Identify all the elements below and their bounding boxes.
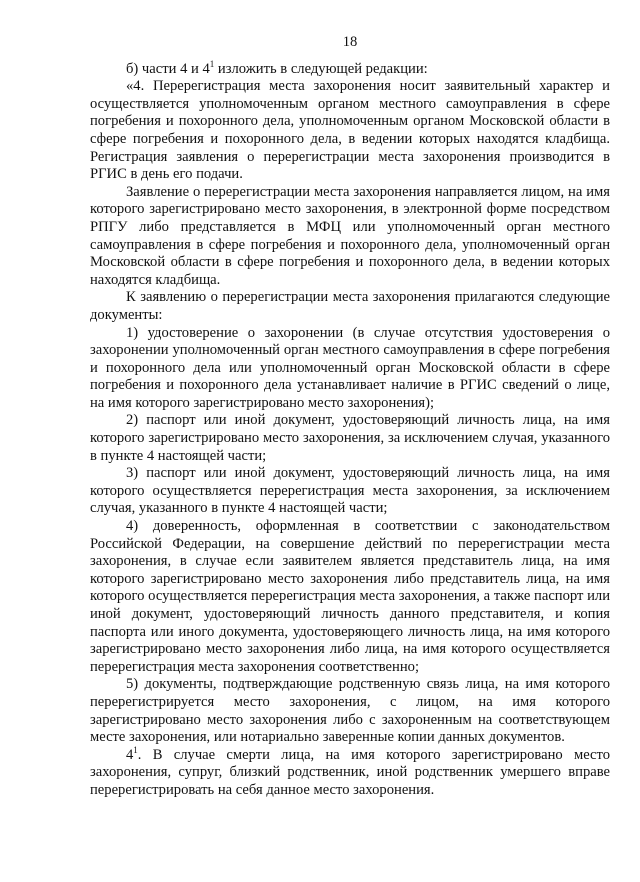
superscript: 1: [209, 58, 215, 69]
list-item-4: 4) доверенность, оформленная в соответствии с законодательством Российской Федерации, на совершение действий по перерегистрации места захоронения, в случае если заявителем является представитель лица, на имя которого зарегистрировано место захоронения либо представитель лица, на имя которого осуществляется перерегистрация места захоронения, а также паспорт или иной документ, удостоверяющий личность данного представителя, и копия паспорта или иного документа, удостоверяющего личность лица, на имя которого зарегистрировано место захоронения либо лица, на имя которого осуществляется перерегистрация места захоронения соответственно;: [90, 518, 610, 675]
paragraph-part-4-1: [90, 744, 610, 800]
paragraph-text: б) части 4 и 4: [126, 60, 210, 77]
paragraph-part-4: «4. Перерегистрация места захоронения носит заявительный характер и осуществляется уполномоченным органом местного самоуправления в сфере погребения и похоронного дела, уполномоченным органом Московской области в сфере погребения и похоронного дела, в ведении которых находятся кладбища. Регистрация заявления о перерегистрации места захоронения производится в РГИС в день его подачи.: [90, 78, 610, 183]
superscript: 1: [133, 744, 138, 755]
list-item-2: 2) паспорт или иной документ, удостоверяющий личность лица, на имя которого зарегистрировано место захоронения, за исключением случая, указанного в пункте 4 настоящей части;: [90, 412, 610, 464]
paragraph-amendment-intro: [90, 58, 610, 79]
paragraph-text: изложить в следующей редакции:: [214, 60, 428, 77]
paragraph-text: 4: [126, 746, 134, 763]
list-item-5: 5) документы, подтверждающие родственную связь лица, на имя которого перерегистрируется место захоронения, с лицом, на имя которого зарегистрировано место захоронения либо с захороненным на соответствующем месте захоронения, или нотариально заверенные копии данных документов.: [90, 676, 610, 746]
list-item-3: 3) паспорт или иной документ, удостоверяющий личность лица, на имя которого осуществляется перерегистрация места захоронения, за исключением случая, указанного в пункте 4 настоящей части;: [90, 465, 610, 517]
paragraph-application-submission: Заявление о перерегистрации места захоронения направляется лицом, на имя которого зарегистрировано место захоронения, в электронной форме посредством РПГУ либо представляется в МФЦ или уполномоченный орган местного самоуправления в сфере погребения и похоронного дела, уполномоченный орган Московской области в сфере погребения и похоронного дела, в ведении которых находятся кладбища.: [90, 183, 610, 288]
list-item-1: 1) удостоверение о захоронении (в случае отсутствия удостоверения о захоронении уполномоченный орган местного самоуправления в сфере погребения и похоронного дела или уполномоченный орган Московской области в сфере погребения и похоронного дела устанавливает наличие в РГИС сведений о лице, на имя которого зарегистрировано место захоронения);: [90, 324, 610, 411]
paragraph-text: . В случае смерти лица, на имя которого зарегистрировано место захоронения, супруг, близкий родственник, иной родственник умершего вправе перерегистрировать на себя данное место захоронения.: [90, 746, 610, 798]
paragraph-documents-intro: К заявлению о перерегистрации места захоронения прилагаются следующие документы:: [90, 289, 610, 323]
page-number: 18: [342, 34, 358, 50]
